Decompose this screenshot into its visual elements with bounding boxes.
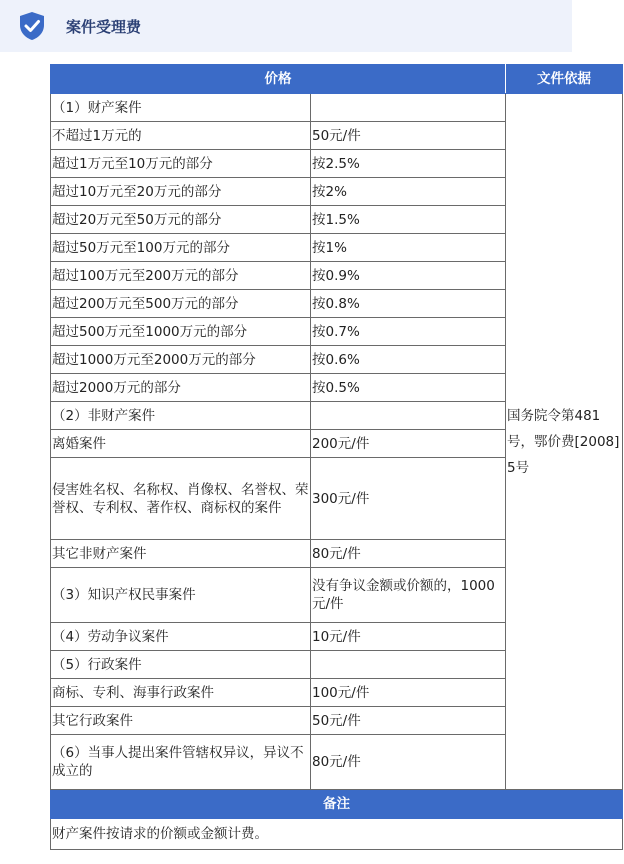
- row-value: 按0.6%: [311, 346, 506, 374]
- row-label: 超过100万元至200万元的部分: [51, 262, 311, 290]
- row-label: 商标、专利、海事行政案件: [51, 679, 311, 707]
- row-label: 超过500万元至1000万元的部分: [51, 318, 311, 346]
- row-value: 50元/件: [311, 707, 506, 735]
- row-value: 200元/件: [311, 430, 506, 458]
- row-value: 按1.5%: [311, 206, 506, 234]
- remark-header-row: [51, 790, 623, 819]
- row-value: 300元/件: [311, 458, 506, 540]
- row-value: [311, 94, 506, 122]
- row-value: 按2%: [311, 178, 506, 206]
- row-label: （4）劳动争议案件: [51, 623, 311, 651]
- row-value: 按1%: [311, 234, 506, 262]
- row-value: 100元/件: [311, 679, 506, 707]
- row-value: [311, 402, 506, 430]
- section-header: [0, 0, 572, 52]
- row-value: 没有争议金额或价额的，1000元/件: [311, 568, 506, 623]
- row-label: 超过20万元至50万元的部分: [51, 206, 311, 234]
- row-label: 侵害姓名权、名称权、肖像权、名誉权、荣誉权、专利权、著作权、商标权的案件: [51, 458, 311, 540]
- remark-header: 备注: [51, 790, 623, 819]
- row-value: 按0.7%: [311, 318, 506, 346]
- section-title: 案件受理费: [66, 17, 142, 36]
- row-value: 按0.8%: [311, 290, 506, 318]
- row-label: 其它行政案件: [51, 707, 311, 735]
- row-label: 离婚案件: [51, 430, 311, 458]
- row-value: 10元/件: [311, 623, 506, 651]
- row-label: 超过1万元至10万元的部分: [51, 150, 311, 178]
- row-label: 超过200万元至500万元的部分: [51, 290, 311, 318]
- row-label: （6）当事人提出案件管辖权异议，异议不成立的: [51, 735, 311, 790]
- row-label: 超过10万元至20万元的部分: [51, 178, 311, 206]
- row-value: 80元/件: [311, 540, 506, 568]
- row-value: 按2.5%: [311, 150, 506, 178]
- row-label: 不超过1万元的: [51, 122, 311, 150]
- remark-text: 财产案件按请求的价额或金额计费。: [51, 819, 623, 850]
- row-label: （3）知识产权民事案件: [51, 568, 311, 623]
- row-label: 超过2000万元的部分: [51, 374, 311, 402]
- row-label: 其它非财产案件: [51, 540, 311, 568]
- remark-row: [51, 819, 623, 850]
- row-value: 按0.5%: [311, 374, 506, 402]
- row-label: （1）财产案件: [51, 94, 311, 122]
- row-value: 50元/件: [311, 122, 506, 150]
- table-row: [51, 94, 623, 122]
- basis-cell: 国务院令第481号，鄂价费[2008]5号: [506, 94, 623, 790]
- price-column-header: 价格: [51, 65, 506, 94]
- fee-table: [50, 64, 623, 850]
- shield-check-icon: [16, 10, 48, 42]
- basis-column-header: 文件依据: [506, 65, 623, 94]
- row-value: 80元/件: [311, 735, 506, 790]
- row-value: 按0.9%: [311, 262, 506, 290]
- row-value: [311, 651, 506, 679]
- row-label: 超过50万元至100万元的部分: [51, 234, 311, 262]
- row-label: （5）行政案件: [51, 651, 311, 679]
- row-label: （2）非财产案件: [51, 402, 311, 430]
- row-label: 超过1000万元至2000万元的部分: [51, 346, 311, 374]
